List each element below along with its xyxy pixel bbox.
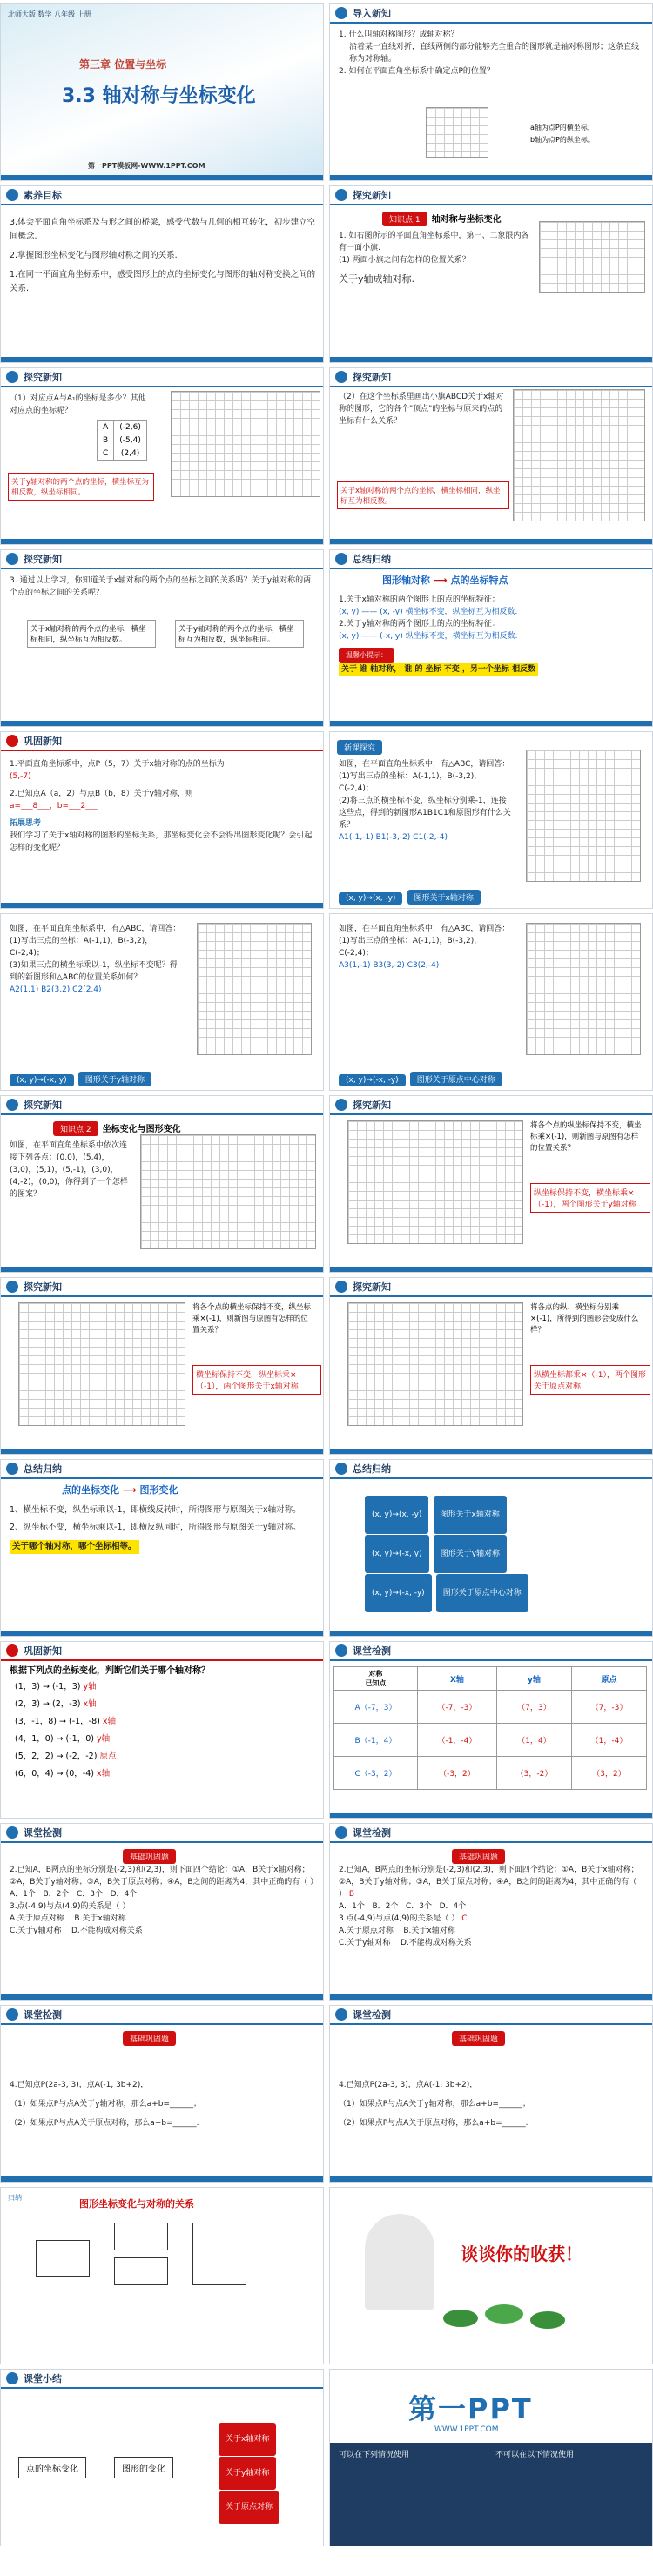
slide-check2-ans: 课堂检测 基础巩固题 2.已知A，B两点的坐标分别是(-2,3)和(2,3)，则下面四个结论：①A，B关于x轴对称；②A，B关于y轴对称；③A，B关于原点对称；④A，B之间的距离为4，其中正确的有（ ） B A．1个 B．2个 C．3个 D．4个 3.点(-4,9)与点(4,9)的关系是（ ） C A.关于原点对称 B.关于x轴对称 C.关于y轴对称 D.不能构成对称关系	[329, 1823, 653, 2001]
kp3x-grid	[18, 1302, 185, 1426]
tip-label: 温馨小提示：	[339, 648, 394, 663]
slide-harvest	[329, 2187, 653, 2364]
explore2-note: 关于x轴对称的两个点的坐标，横坐标相同，纵坐标互为相反数。	[337, 481, 509, 509]
slide-footer	[1, 2176, 323, 2182]
slide-footer	[1, 357, 323, 362]
summary-b1: 关于x轴对称	[219, 2423, 276, 2456]
header-icon	[335, 371, 347, 383]
rule1-right: 图形关于x轴对称	[434, 1496, 507, 1534]
header-icon	[335, 553, 347, 565]
kp-title: 轴对称与坐标变化	[431, 215, 502, 225]
newlesson-q: 如图，在平面直角坐标系中，有△ABC，请回答：	[10, 925, 181, 933]
mindmap-box3	[114, 2257, 168, 2285]
newlesson-tag: 新课探究	[337, 740, 382, 755]
newlesson-s1: (1)写出三点的坐标：A(-1,1)，B(-3,2)，C(-2,4)；	[339, 772, 482, 793]
harvest-text: 谈谈你的收获！	[461, 2243, 582, 2264]
newlesson3-grid	[526, 923, 641, 1055]
newlesson3-ans: A3(1,-1) B3(3,-2) C3(2,-4)	[339, 961, 440, 970]
explore1-q: （1）对应点A与A₁的坐标是多少？其他对应点的坐标呢？	[10, 394, 146, 415]
header-icon	[6, 2008, 18, 2021]
newlesson2-s3: (3)如果三点的横坐标乘以-1，纵坐标不变呢？得到的新图形和△ABC的位置关系如何？	[10, 961, 178, 982]
goal-1: 1.在同一平面直角坐标系中，感受图形上的点的坐标变化与图形的轴对称变换之间的关系.	[10, 270, 316, 293]
slide-footer	[1, 1267, 323, 1272]
slide-class-summary: 课堂小结 点的坐标变化 图形的变化 关于x轴对称 关于y轴对称 关于原点对称	[0, 2369, 324, 2546]
slide-check3-ans: 课堂检测 基础巩固题 4.已知点P(2a-3, 3)，点A(-1, 3b+2)， （1）如果点P与点A关于y轴对称，那么a+b=______； （2）如果点P与点A关于原点对称，那么a+b=______.	[329, 2005, 653, 2183]
intro-q2-b: b轴为点P的纵坐标。	[530, 136, 595, 144]
brand-logo: 第一PPT	[408, 2392, 533, 2425]
arrow-right-icon: ⟶	[433, 575, 448, 586]
newlesson2-grid	[197, 923, 312, 1055]
answer-b: B	[348, 1890, 355, 1899]
mindmap-tag: 归纳	[8, 2194, 22, 2202]
kp2-title: 坐标变化与图形变化	[102, 1125, 181, 1134]
check-banner: 基础巩固题	[123, 1849, 176, 1864]
publisher: 北师大版 数学 八年级 上册	[8, 10, 91, 18]
check-banner: 基础巩固题	[123, 2031, 176, 2046]
newlesson3-pill-left: (x, y)→(-x, -y)	[339, 1074, 406, 1086]
summary2-left: 点的坐标变化	[62, 1484, 119, 1496]
explore3-b1: 关于x轴对称的两个点的坐标，横坐标相同，纵坐标互为相反数。	[27, 620, 156, 648]
slide-footer	[1, 1994, 323, 2000]
kp1-answer: 关于y轴成轴对称.	[339, 273, 415, 285]
slide-summary2: 总结归纳 点的坐标变化 ⟶ 图形变化 1、横坐标不变，纵坐标乘以-1，即横线反转时，所得图形与原图关于x轴对称。 2、纵坐标不变，横坐标乘以-1，即横反纵同时，所得图形与原图关于y轴对称。 关于哪个轴对称，哪个坐标相等。	[0, 1459, 324, 1637]
slide-header: 导入新知	[330, 4, 652, 24]
check-table: 对称 已知点 X轴 y轴 原点 A（-7，3） （-7，-3） （7，3） （7，-3） B（-1，4） （-1，-4） （1，4） （1，-4） C（-3，2） （-3，2） （3，-2） （3，2）	[333, 1666, 647, 1790]
explore1-table: A (-2,6) B (-5,4) C (2,4)	[97, 420, 147, 461]
newlesson3-pill-right: 图形关于原点中心对称	[410, 1072, 502, 1086]
check3-q1: （1）如果点P与点A关于y轴对称，那么a+b=______；	[10, 2100, 201, 2109]
arrow-right-icon: ⟶	[122, 1484, 137, 1496]
explore3-q: 3. 通过以上学习，你知道关于x轴对称的两个点的坐标之间的关系吗？关于y轴对称的两个点的坐标之间的关系呢？	[10, 576, 312, 597]
summary-root: 点的坐标变化	[18, 2457, 86, 2478]
header-icon	[6, 1281, 18, 1293]
slide-footer	[330, 1994, 652, 2000]
kp2y-grid	[347, 1120, 523, 1244]
slide-explore2: 探究新知 （2）在这个坐标系里画出小旗ABCD关于x轴对称的图形，它的各个"顶点"的坐标与原来的点的坐标有什么关系？ 关于x轴对称的两个点的坐标，横坐标相同，纵坐标互为相反数。	[329, 367, 653, 545]
check2-q2: 2.已知A，B两点的坐标分别是(-2,3)和(2,3)，则下面四个结论：①A，B关于x轴对称；②A，B关于y轴对称；③A，B关于原点对称；④A，B之间的距离为4，其中正确的有（ ）	[10, 1866, 319, 1887]
slide-kp3-origin: 探究新知 将各点的纵、横坐标分别乘×(-1)，所得到的图形会变成什么样？ 纵横坐标都乘×（-1），两个图形关于原点对称	[329, 1277, 653, 1455]
newlesson-q: 如图，在平面直角坐标系中，有△ABC，请回答：	[339, 760, 510, 769]
slide-intro	[329, 3, 653, 181]
kp3-q2: 将各点的纵、横坐标分别乘×(-1)，所得到的图形会变成什么样？	[530, 1303, 639, 1335]
intro-q2: 2. 如何在平面直角坐标系中确定点P的位置？	[339, 67, 495, 76]
header-icon	[6, 1463, 18, 1475]
chapter-title: 第三章 位置与坐标	[79, 58, 167, 71]
rule3-left: (x, y)→(-x, -y)	[365, 1574, 432, 1612]
slide-newlesson3	[329, 913, 653, 1091]
slide-kp2: 探究新知 知识点 2 坐标变化与图形变化 如图，在平面直角坐标系中依次连接下列各点：(0,0)，(5,4)，(3,0)，(5,1)，(5,-1)，(3,0)，(4,-2)，(0,0)，你得到了一个怎样的图案？	[0, 1095, 324, 1273]
goal-2: 2.掌握图形坐标变化与图形轴对称之间的关系.	[10, 251, 178, 260]
slide-brand	[329, 2369, 653, 2546]
newlesson-q: 如图，在平面直角坐标系中，有△ABC，请回答：	[339, 925, 510, 933]
consolidate-q1: 1.平面直角坐标系中，点P（5，7）关于x轴对称的点的坐标为	[10, 760, 225, 769]
newlesson-pill-right: 图形关于x轴对称	[407, 890, 481, 905]
mindmap-title: 图形坐标变化与对称的关系	[79, 2198, 194, 2209]
kp2-text: 如图，在平面直角坐标系中依次连接下列各点：(0,0)，(5,4)，(3,0)，(5,1)，(5,-1)，(3,0)，(4,-2)，(0,0)，你得到了一个怎样的图案？	[10, 1141, 128, 1199]
brand-url: WWW.1PPT.COM	[434, 2425, 499, 2434]
header-icon	[335, 7, 347, 19]
header-icon	[335, 1281, 347, 1293]
header-icon	[335, 2008, 347, 2021]
header-icon	[6, 553, 18, 565]
summary1-r1b: (x, y) —— (x, -y) 横坐标不变，纵坐标互为相反数.	[339, 608, 518, 616]
check-banner: 基础巩固题	[452, 2031, 505, 2046]
consolidate-q2: 2.已知点A（a，2）与点B（b，8）关于y轴对称，则	[10, 790, 193, 798]
slide-footer	[330, 1449, 652, 1454]
slide-footer	[1, 1631, 323, 1636]
rule3-right: 图形关于原点中心对称	[436, 1574, 528, 1612]
kp1-q: 1. 如右图所示的平面直角坐标系中，第一、二象限内各有一面小旗.	[339, 232, 529, 252]
header-icon	[6, 735, 18, 747]
consolidate-q2-ans: a=___8___，b=___2___	[10, 802, 98, 810]
summary-b3: 关于原点对称	[219, 2491, 279, 2524]
kp3-ans: 横坐标保持不变，纵坐标乘×（-1），两个图形关于x轴对称	[192, 1365, 321, 1395]
newlesson2-pill-right: 图形关于y轴对称	[78, 1072, 151, 1086]
ext-text: 我们学习了关于x轴对称的图形的坐标关系，那坐标变化会不会得出图形变化呢？会引起怎样的变化呢？	[10, 831, 313, 852]
slide-footer	[1, 903, 323, 908]
summary-b2: 关于y轴对称	[219, 2457, 276, 2490]
slide-kp3-x: 探究新知 将各个点的横坐标保持不变，纵坐标乘×(-1)，则新图与原图有怎样的位置关系？ 横坐标保持不变，纵坐标乘×（-1），两个图形关于x轴对称	[0, 1277, 324, 1455]
answer-c: C	[461, 1914, 468, 1923]
kp1-q1: (1) 两面小旗之间有怎样的位置关系？	[339, 256, 470, 265]
kp2-right-ans: 纵坐标保持不变，横坐标乘×（-1），两个图形关于y轴对称	[530, 1183, 650, 1213]
newlesson-s2: (2)将三点的横坐标不变，纵坐标分别乘-1，连接这些点，得到的新图形A1B1C1和原图形有什么关系？	[339, 797, 511, 830]
header-icon	[335, 1099, 347, 1111]
intro-q2-a: a轴为点P的横坐标，	[530, 124, 595, 131]
slide-footer	[330, 357, 652, 362]
slide-check2: 课堂检测 基础巩固题 2.已知A，B两点的坐标分别是(-2,3)和(2,3)，则下面四个结论：①A，B关于x轴对称；②A，B关于y轴对称；③A，B关于原点对称；④A，B之间的距离为4，其中正确的有（ ） A．1个 B．2个 C．3个 D．4个 3.点(-4,9)与点(4,9)的关系是（ ） A.关于原点对称 B.关于x轴对称 C.关于y轴对称 D.不能构成对称关系	[0, 1823, 324, 2001]
kp3o-grid	[347, 1302, 523, 1426]
mindmap-box2	[114, 2223, 168, 2250]
newlesson-s1: (1)写出三点的坐标：A(-1,1)，B(-3,2)，C(-2,4)；	[339, 937, 482, 958]
header-icon	[335, 1463, 347, 1475]
slide-kp2-y: 探究新知 将各个点的纵坐标保持不变，横坐标乘×(-1)，则新图与原图有怎样的位置关系？ 纵坐标保持不变，横坐标乘×（-1），两个图形关于y轴对称	[329, 1095, 653, 1273]
kp1-grid	[539, 221, 645, 293]
slide-footer	[330, 2176, 652, 2182]
rule1-left: (x, y)→(x, -y)	[365, 1496, 428, 1534]
slide-footer	[330, 1267, 652, 1272]
header-icon	[6, 2372, 18, 2384]
newlesson-grid	[526, 750, 641, 882]
slide-cover	[0, 3, 324, 181]
header-icon	[6, 189, 18, 201]
newlesson-ans: A1(-1,-1) B1(-3,-2) C1(-2,-4)	[339, 833, 448, 842]
ext-title: 拓展思考	[10, 819, 42, 828]
explore1-grid	[171, 391, 320, 497]
kp3-q: 将各个点的横坐标保持不变，纵坐标乘×(-1)，则新图与原图有怎样的位置关系？	[192, 1303, 312, 1335]
intro-grid	[426, 107, 488, 158]
check-banner: 基础巩固题	[452, 1849, 505, 1864]
explore2-q: （2）在这个坐标系里画出小旗ABCD关于x轴对称的图形，它的各个"顶点"的坐标与原来的点的坐标有什么关系？	[339, 393, 504, 426]
header-icon	[6, 371, 18, 383]
slide-newlesson2	[0, 913, 324, 1091]
leaves-image	[434, 2292, 591, 2344]
newlesson-s1: (1)写出三点的坐标：A(-1,1)，B(-3,2)，C(-2,4)；	[10, 937, 153, 958]
slide-explore3: 探究新知 3. 通过以上学习，你知道关于x轴对称的两个点的坐标之间的关系吗？关于y轴对称的两个点的坐标之间的关系呢？ 关于x轴对称的两个点的坐标，横坐标相同，纵坐标互为相反数。 关于y轴对称的两个点的坐标，横坐标互为相反数，纵坐标相同。	[0, 549, 324, 727]
slide-check-table: 课堂检测 对称 已知点 X轴 y轴 原点 A（-7，3） （-7，-3） （7，3） （7，-3） B（-1，4） （-1，-4） （1，4） （1，-4） C（-3，2） （-3，2） （3，-2） （3，2）	[329, 1641, 653, 1819]
rule2-right: 图形关于y轴对称	[434, 1535, 507, 1573]
kp-tag: 知识点 1	[382, 212, 427, 226]
explore3-b2: 关于y轴对称的两个点的坐标，横坐标互为相反数，纵坐标相同。	[175, 620, 304, 648]
summary2-p1: 1、横坐标不变，纵坐标乘以-1，即横线反转时，所得图形与原图关于x轴对称。	[10, 1505, 301, 1515]
slide-mindmap	[0, 2187, 324, 2364]
slide-practice: 巩固新知 根据下列点的坐标变化，判断它们关于哪个轴对称？ (1，3) → (-1，3) y轴 (2，3) → (2，-3) x轴 (3，-1，8) → (-1，-8) x轴 (4，1，0) → (-1，0) y轴 (5，2，2) → (-2，-2) 原点 (6，0，4) → (0，-4) x轴	[0, 1641, 324, 1819]
slide-explore1: 探究新知 （1）对应点A与A₁的坐标是多少？其他对应点的坐标呢？ A (-2,6) B (-5,4) C (2,4) 关于y轴对称的两个点的坐标，横坐标互为相反数，纵坐标相同。	[0, 367, 324, 545]
kp2-grid	[140, 1134, 316, 1249]
slide-newlesson	[329, 731, 653, 909]
kp2-tag: 知识点 2	[53, 1121, 98, 1136]
kp3-ans2: 纵横坐标都乘×（-1），两个图形关于原点对称	[530, 1365, 650, 1395]
mindmap-box4	[192, 2223, 246, 2285]
explore1-note: 关于y轴对称的两个点的坐标，横坐标互为相反数，纵坐标相同。	[8, 473, 154, 501]
kp2-right-q: 将各个点的纵坐标保持不变，横坐标乘×(-1)，则新图与原图有怎样的位置关系？	[530, 1121, 642, 1153]
slide-check3: 课堂检测 基础巩固题 4.已知点P(2a-3, 3)，点A(-1, 3b+2)， （1）如果点P与点A关于y轴对称，那么a+b=______； （2）如果点P与点A关于原点对称，那么a+b=______.	[0, 2005, 324, 2183]
goal-3: 3.体会平面直角坐标系及与形之间的桥梁，感受代数与几何的相互转化，初步建立空间概念.	[10, 218, 316, 241]
slide-footer	[330, 1813, 652, 1818]
newlesson-pill-left: (x, y)→(x, -y)	[339, 892, 402, 905]
summary-mid: 图形的变化	[114, 2457, 173, 2478]
slide-footer	[1, 1449, 323, 1454]
slide-footer	[1, 175, 323, 180]
summary1-r2b: (x, y) —— (-x, y) 纵坐标不变，横坐标互为相反数.	[339, 632, 518, 641]
mindmap-box1	[36, 2240, 90, 2277]
slide-consolidate: 巩固新知 1.平面直角坐标系中，点P（5，7）关于x轴对称的点的坐标为 (5,-7) 2.已知点A（a，2）与点B（b，8）关于y轴对称，则 a=___8___，b=___2___ 拓展思考 我们学习了关于x轴对称的图形的坐标关系，那坐标变化会不会得出图形变化呢？会引起怎样的变化呢？	[0, 731, 324, 909]
slide-footer	[1, 539, 323, 544]
summary2-right: 图形变化	[139, 1484, 178, 1496]
check3-q: 4.已知点P(2a-3, 3)，点A(-1, 3b+2)，	[10, 2081, 149, 2089]
intro-q1-answer: 沿着某一直线对折，直线两侧的部分能够完全重合的图形就是轴对称图形；这条直线称为对称轴。	[349, 43, 640, 64]
practice-title: 根据下列点的坐标变化，判断它们关于哪个轴对称？	[10, 1666, 210, 1676]
site-label: 第一PPT模板网-WWW.1PPT.COM	[88, 162, 205, 170]
consolidate-q1-ans: (5,-7)	[10, 772, 31, 781]
summary1-r2: 2.关于y轴对称的两个图形上的点的坐标特征：	[339, 620, 500, 629]
rule2-left: (x, y)→(-x, y)	[365, 1535, 429, 1573]
lesson-title: 3.3 轴对称与坐标变化	[62, 85, 256, 107]
brand-left-title: 可以在下列情况使用	[339, 2451, 410, 2459]
slide-footer	[330, 175, 652, 180]
summary1-left: 图形轴对称	[382, 575, 430, 586]
explore2-grid	[513, 389, 645, 521]
summary1-right: 点的坐标特点	[450, 575, 508, 586]
slide-goals: 素养目标 3.体会平面直角坐标系及与形之间的桥梁，感受代数与几何的相互转化，初步建立空间概念. 2.掌握图形坐标变化与图形轴对称之间的关系. 1.在同一平面直角坐标系中，感受图形上的点的坐标变化与图形的轴对称变换之间的关系.	[0, 185, 324, 363]
slide-summary2-rules: 总结归纳 (x, y)→(x, -y) 图形关于x轴对称 (x, y)→(-x, y) 图形关于y轴对称 (x, y)→(-x, -y) 图形关于原点中心对称	[329, 1459, 653, 1637]
header-icon	[6, 1826, 18, 1839]
newlesson2-ans: A2(1,1) B2(3,2) C2(2,4)	[10, 985, 102, 994]
header-icon	[335, 1826, 347, 1839]
slide-footer	[330, 1631, 652, 1636]
summary2-tip: 关于哪个轴对称，哪个坐标相等。	[10, 1540, 139, 1554]
summary2-p2: 2、纵坐标不变，横坐标乘以-1，即横反纵同时，所得图形与原图关于y轴对称。	[10, 1523, 301, 1532]
newlesson2-pill-left: (x, y)→(-x, y)	[10, 1074, 74, 1086]
check2-q3: 3.点(-4,9)与点(4,9)的关系是（ ）	[10, 1902, 131, 1911]
check3-q2: （2）如果点P与点A关于原点对称，那么a+b=______.	[10, 2119, 199, 2128]
header-icon	[6, 1644, 18, 1657]
slide-kp1: 探究新知 知识点 1 轴对称与坐标变化 1. 如右图所示的平面直角坐标系中，第一、二象限内各有一面小旗. (1) 两面小旗之间有怎样的位置关系？ 关于y轴成轴对称.	[329, 185, 653, 363]
slide-footer	[1, 721, 323, 726]
slide-summary1: 总结归纳 图形轴对称 ⟶ 点的坐标特点 1.关于x轴对称的两个图形上的点的坐标特征： (x, y) —— (x, -y) 横坐标不变，纵坐标互为相反数. 2.关于y轴对称的两个图形上的点的坐标特征： (x, y) —— (-x, y) 纵坐标不变，横坐标互为相反数. 温馨小提示： 关于 谁 轴对称， 谁 的 坐标 不变 ，另一个坐标 相反数	[329, 549, 653, 727]
brand-footer	[330, 2443, 652, 2546]
header-icon	[335, 189, 347, 201]
header-icon	[335, 1644, 347, 1657]
slide-footer	[330, 539, 652, 544]
summary1-r1: 1.关于x轴对称的两个图形上的点的坐标特征：	[339, 595, 500, 604]
brand-right-title: 不可以在以下情况使用	[495, 2451, 575, 2459]
figure-image	[365, 2214, 434, 2310]
summary1-tip: 关于 谁 轴对称， 谁 的 坐标 不变 ，另一个坐标 相反数	[339, 663, 538, 676]
slide-footer	[330, 721, 652, 726]
header-icon	[6, 1099, 18, 1111]
intro-q1: 1. 什么叫轴对称图形？成轴对称？	[339, 30, 459, 39]
